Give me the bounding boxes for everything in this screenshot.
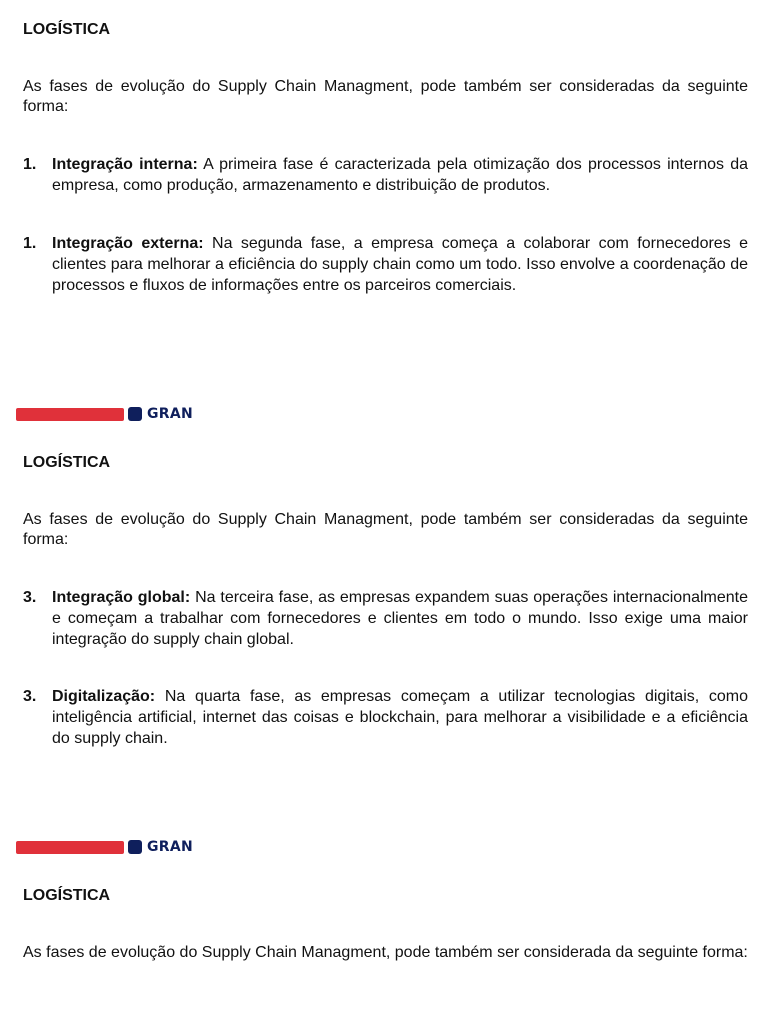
- slide-intro: As fases de evolução do Supply Chain Managment, pode também ser considerada da seguinte forma:: [23, 944, 748, 961]
- brand-square-icon: [128, 840, 142, 854]
- slide-title: LOGÍSTICA: [23, 21, 111, 38]
- slide-title: LOGÍSTICA: [23, 454, 111, 471]
- brand-red-bar: [16, 408, 124, 421]
- slide-intro: As fases de evolução do Supply Chain Managment, pode também ser consideradas da seguinte forma:: [23, 511, 748, 548]
- item-lead: Integração externa:: [52, 235, 204, 252]
- item-text: Na terceira fase, as empresas expandem suas operações internacionalmente e começam a trabalhar com fornecedores e clientes em todo o mundo. Isso exige uma maior integração do supply chain global.: [52, 589, 749, 648]
- slide-intro: As fases de evolução do Supply Chain Managment, pode também ser consideradas da seguinte forma:: [23, 78, 748, 115]
- list-item: [23, 154, 748, 196]
- item-number: 3.: [23, 688, 37, 705]
- brand-wordmark: GRAN: [147, 406, 194, 422]
- item-text: Na segunda fase, a empresa começa a colaborar com fornecedores e clientes para melhorar a eficiência do supply chain como um todo. Isso envolve a coordenação de processos e fluxos de informações entre os parceiros comerciais.: [52, 235, 749, 294]
- item-body: [52, 587, 748, 650]
- list-item: [23, 587, 748, 650]
- brand-red-bar: [16, 841, 124, 854]
- item-body: [52, 233, 748, 296]
- item-lead: Digitalização:: [52, 688, 156, 705]
- list-item: [23, 686, 748, 749]
- item-number: 1.: [23, 235, 37, 252]
- brand-logo: [16, 406, 216, 422]
- brand-wordmark: GRAN: [147, 839, 194, 855]
- item-lead: Integração interna:: [52, 156, 198, 173]
- brand-logo: [16, 839, 216, 855]
- item-body: [52, 686, 748, 749]
- item-number: 3.: [23, 589, 37, 606]
- item-body: [52, 154, 748, 196]
- brand-square-icon: [128, 407, 142, 421]
- item-text: A primeira fase é caracterizada pela otimização dos processos internos da empresa, como produção, armazenamento e distribuição de produtos.: [52, 156, 749, 194]
- item-text: Na quarta fase, as empresas começam a utilizar tecnologias digitais, como inteligência artificial, internet das coisas e blockchain, para melhorar a visibilidade e a eficiência do supply chain.: [52, 688, 748, 747]
- list-item: [23, 233, 748, 296]
- item-lead: Integração global:: [52, 589, 191, 606]
- item-number: 1.: [23, 156, 37, 173]
- slide-title: LOGÍSTICA: [23, 887, 111, 904]
